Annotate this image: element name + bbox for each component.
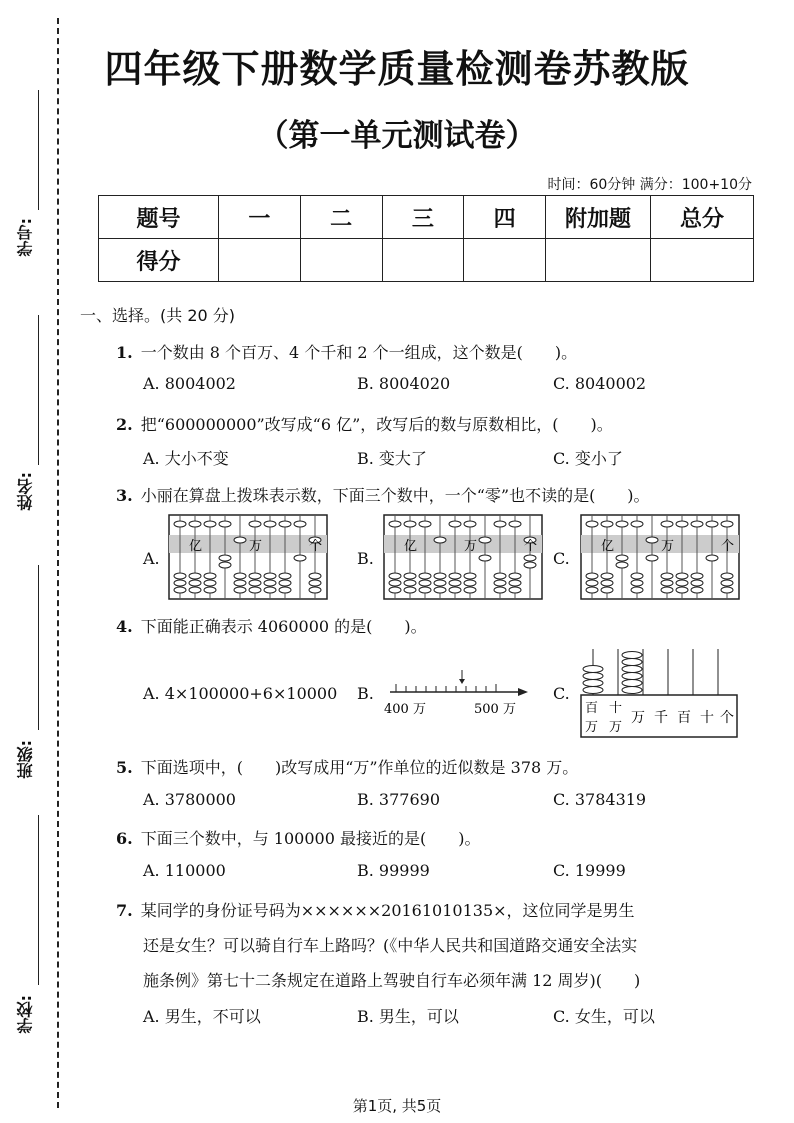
- counter-label-bai: 百: [677, 710, 691, 726]
- question-3: [116, 483, 650, 506]
- question-2: [116, 412, 613, 435]
- abacus-label-ge: 个: [309, 539, 323, 554]
- option-c[interactable]: C. 8040002: [553, 374, 647, 393]
- question-number: 6.: [116, 829, 133, 848]
- option-a[interactable]: A.: [143, 549, 160, 568]
- abacus-label-ge: 个: [524, 539, 538, 554]
- option-c[interactable]: C. 3784319: [553, 790, 647, 809]
- class-label: 班级:: [16, 740, 35, 779]
- option-a[interactable]: A. 3780000: [143, 790, 236, 809]
- section-title: 一、选择。(共 20 分): [80, 306, 236, 325]
- score-cell[interactable]: [464, 239, 546, 282]
- question-text: 下面能正确表示 4060000 的是( )。: [140, 617, 427, 636]
- question-number: 7.: [116, 901, 133, 920]
- number-line-end: 500 万: [474, 702, 516, 717]
- name-label: 姓名:: [16, 472, 35, 511]
- school-field[interactable]: [38, 815, 39, 985]
- option-a[interactable]: A. 4×100000+6×10000: [143, 684, 338, 703]
- time-info: 时间：60分钟 满分：100+10分: [547, 177, 752, 193]
- score-cell[interactable]: [546, 239, 651, 282]
- abacus-label-wan: 万: [661, 539, 675, 554]
- option-a[interactable]: A. 110000: [143, 861, 226, 880]
- binding-dashed-line: [57, 18, 59, 1108]
- score-header-row: [99, 196, 754, 239]
- option-c[interactable]: C. 变小了: [553, 449, 623, 468]
- question-number: 4.: [116, 617, 133, 636]
- score-header-cell: 二: [300, 196, 382, 239]
- score-cell[interactable]: [651, 239, 754, 282]
- school-label: 学校:: [16, 995, 35, 1034]
- option-c[interactable]: C. 女生，可以: [553, 1007, 655, 1026]
- option-b[interactable]: B. 377690: [357, 790, 441, 809]
- page-footer: 第1页, 共5页: [352, 1097, 442, 1115]
- option-a[interactable]: A. 8004002: [143, 374, 236, 393]
- number-line: [382, 668, 532, 718]
- abacus-label-wan: 万: [249, 539, 263, 554]
- question-1: [116, 340, 577, 363]
- abacus-label-yi: 亿: [404, 539, 418, 554]
- counter-label-qian: 千: [654, 710, 668, 726]
- abacus-b: [383, 514, 543, 600]
- score-cell[interactable]: [219, 239, 301, 282]
- option-c[interactable]: C. 19999: [553, 861, 626, 880]
- page-title: 四年级下册数学质量检测卷苏教版: [104, 47, 690, 91]
- question-text: 小丽在算盘上拨珠表示数，下面三个数中，一个“零”也不读的是( )。: [140, 486, 650, 505]
- counter-label-baiwan-2: 万: [585, 720, 599, 735]
- question-number: 5.: [116, 758, 133, 777]
- option-b[interactable]: B. 8004020: [357, 374, 451, 393]
- option-a[interactable]: A. 男生，不可以: [143, 1007, 261, 1026]
- question-text: 下面选项中，( )改写成用“万”作单位的近似数是 378 万。: [140, 758, 579, 777]
- question-text: 把“600000000”改写成“6 亿”，改写后的数与原数相比，( )。: [140, 415, 613, 434]
- question-4: [116, 614, 427, 637]
- name-field[interactable]: [38, 315, 39, 465]
- score-header-cell: 三: [382, 196, 464, 239]
- score-header-cell: 总分: [651, 196, 754, 239]
- score-row: [99, 239, 754, 282]
- counter-label-baiwan: 百: [585, 701, 599, 716]
- score-cell[interactable]: [300, 239, 382, 282]
- number-line-start: 400 万: [384, 702, 426, 717]
- question-text: 下面三个数中，与 100000 最接近的是( )。: [140, 829, 481, 848]
- counting-frame: [580, 645, 740, 740]
- student-id-label: 学号:: [16, 218, 35, 257]
- option-c[interactable]: C.: [553, 684, 570, 703]
- question-number: 2.: [116, 415, 133, 434]
- option-b[interactable]: B.: [357, 549, 374, 568]
- score-header-cell: 题号: [99, 196, 219, 239]
- score-header-cell: 一: [219, 196, 301, 239]
- option-b[interactable]: B. 男生，可以: [357, 1007, 459, 1026]
- abacus-label-yi: 亿: [601, 539, 615, 554]
- counter-label-shiwan-2: 万: [609, 720, 623, 735]
- option-c[interactable]: C.: [553, 549, 570, 568]
- option-b[interactable]: B.: [357, 684, 374, 703]
- question-text: 某同学的身份证号码为××××××20161010135×，这位同学是男生: [140, 901, 635, 920]
- class-field[interactable]: [38, 565, 39, 730]
- question-6: [116, 826, 480, 849]
- counter-label-wan: 万: [631, 710, 645, 726]
- abacus-a: [168, 514, 328, 600]
- abacus-label-yi: 亿: [189, 539, 203, 554]
- option-b[interactable]: B. 变大了: [357, 449, 427, 468]
- score-table: [98, 195, 754, 282]
- counter-label-shiwan: 十: [609, 701, 623, 716]
- score-header-cell: 附加题: [546, 196, 651, 239]
- question-text: 一个数由 8 个百万、4 个千和 2 个一组成，这个数是( )。: [140, 343, 578, 362]
- page-subtitle: （第一单元测试卷）: [257, 118, 537, 154]
- question-7-line-3: 施条例》第七十二条规定在道路上驾驶自行车必须年满 12 周岁)( ): [143, 971, 641, 990]
- score-row-label: 得分: [99, 239, 219, 282]
- abacus-label-ge: 个: [721, 539, 735, 554]
- question-7: [116, 898, 635, 921]
- option-a[interactable]: A. 大小不变: [143, 449, 229, 468]
- score-cell[interactable]: [382, 239, 464, 282]
- counter-label-ge: 个: [720, 710, 734, 726]
- counter-label-shi: 十: [700, 710, 714, 726]
- option-b[interactable]: B. 99999: [357, 861, 430, 880]
- question-number: 3.: [116, 486, 133, 505]
- question-number: 1.: [116, 343, 133, 362]
- score-header-cell: 四: [464, 196, 546, 239]
- abacus-label-wan: 万: [464, 539, 478, 554]
- question-7-line-2: 还是女生？可以骑自行车上路吗？(《中华人民共和国道路交通安全法实: [143, 936, 638, 955]
- question-5: [116, 755, 578, 778]
- abacus-c: [580, 514, 740, 600]
